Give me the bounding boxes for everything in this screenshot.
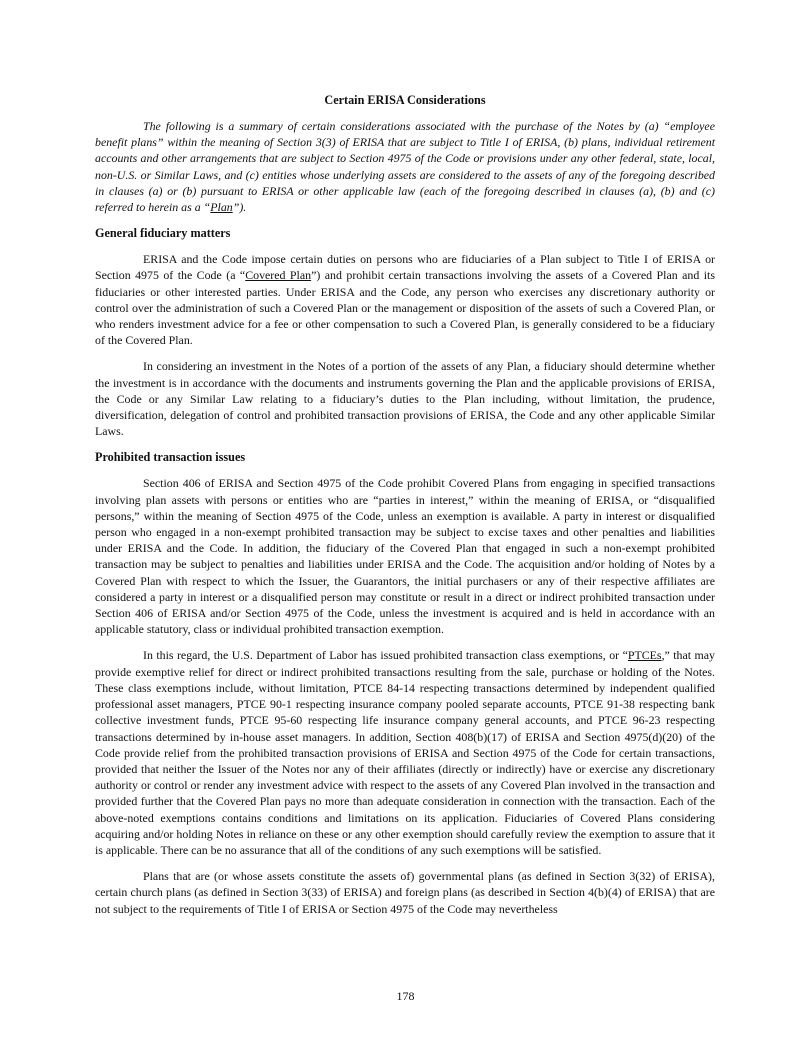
ptce-text-cont: ,” that may provide exemptive relief for direct or indirect prohibited transactions resulting from the sale, purchase or holding of the Notes. These class exemptions include, without limitation, PTCE 84-14 respecting transactions determined by independent qualified professional asset managers, PTCE 90-1 respecting insurance company pooled separate accounts, PTCE 91-38 respecting bank collective investment funds, PTCE 95-60 respecting life insurance company general accounts, and PTCE 96-23 respecting transactions determined by in-house asset managers. In addition, Section 408(b)(17) of ERISA and Section 4975(d)(20) of the Code provide relief from the prohibited transaction provisions of ERISA and Section 4975 of the Code for certain transactions, provided that neither the Issuer of the Notes nor any of their affiliates (directly or indirectly) have or exercise any discretionary authority or control or render any investment advice with respect to the assets of any Covered Plan involved in the transaction and provided further that the Covered Plan pays no more than adequate consideration in connection with the transaction. Each of the above-noted exemptions contains conditions and limitations on its application. Fiduciaries of Covered Plans considering acquiring and/or holding Notes in reliance on these or any other exemption should carefully review the exemption to assure that it is applicable. There can be no assurance that all of the conditions of any such exemptions will be satisfied.: [95, 648, 715, 857]
intro-paragraph: [95, 118, 715, 215]
ptce-text: In this regard, the U.S. Department of Labor has issued prohibited transaction class exemptions, or “: [143, 648, 628, 663]
page-title: Certain ERISA Considerations: [324, 93, 486, 107]
fiduciary-text-cont: ”) and prohibit certain transactions involving the assets of a Covered Plan and its fiduciaries or other interested parties. Under ERISA and the Code, any person who exercises any discretionary authority or control over the administration of such a Covered Plan or the management or disposition of the assets of such a Covered Plan, or who renders investment advice for a fee or other compensation to such a Covered Plan, is generally considered to be a fiduciary of the Covered Plan.: [95, 268, 715, 348]
fiduciary-text: ERISA and the Code impose certain duties on persons who are fiduciaries of a Plan subject to Title I of ERISA or Section 4975 of the Code (a “: [95, 252, 715, 283]
fiduciary-paragraph-2: In considering an investment in the Notes of a portion of the assets of any Plan, a fiduciary should determine whether the investment is in accordance with the documents and instruments governing the Plan and the applicable provisions of ERISA, the Code or any Similar Law relating to a fiduciary’s duties to the Plan including, without limitation, the prudence, diversification, delegation of control and prohibited transaction provisions of ERISA, the Code and any other applicable Similar Laws.: [95, 359, 715, 439]
page-number: 178: [396, 989, 415, 1003]
fiduciary-paragraph-1: [95, 251, 715, 348]
ptces-defined-term: PTCEs: [627, 648, 662, 663]
prohibited-paragraph-3: Plans that are (or whose assets constitute the assets of) governmental plans (as defined in Section 3(32) of ERISA), certain church plans (as defined in Section 3(33) of ERISA) and foreign plans (as described in Section 4(b)(4) of ERISA) that are not subject to the requirements of Title I of ERISA or Section 4975 of the Code may nevertheless: [95, 869, 715, 916]
prohibited-paragraph-1: Section 406 of ERISA and Section 4975 of the Code prohibit Covered Plans from engaging in specified transactions involving plan assets with persons or entities who are “parties in interest,” within the meaning of ERISA, or “disqualified persons,” within the meaning of Section 4975 of the Code, unless an exemption is available. A party in interest or disqualified person who engaged in a non-exempt prohibited transaction may be subject to excise taxes and other penalties and liabilities under ERISA and the Code. In addition, the fiduciary of the Covered Plan that engaged in such a non-exempt prohibited transaction may be subject to penalties and liabilities under ERISA and the Code. The acquisition and/or holding of Notes by a Covered Plan with respect to which the Issuer, the Guarantors, the initial purchasers or any of their respective affiliates are considered a party in interest or a disqualified person may constitute or result in a direct or indirect prohibited transaction under Section 406 of ERISA and/or Section 4975 of the Code, unless the investment is acquired and is held in accordance with an applicable statutory, class or individual prohibited transaction exemption.: [95, 476, 715, 637]
section-heading-general-fiduciary: General fiduciary matters: [95, 226, 231, 241]
covered-plan-defined-term: Covered Plan: [245, 268, 312, 283]
intro-text: The following is a summary of certain considerations associated with the purchase of the Notes by (a) “employee benefit plans” within the meaning of Section 3(3) of ERISA that are subject to Title I of ERISA, (b) plans, individual retirement accounts and other arrangements that are subject to Section 4975 of the Code or provisions under any other federal, state, local, non-U.S. or Similar Laws, and (c) entities whose underlying assets are considered to the assets of any of the foregoing described in clauses (a) or (b) pursuant to ERISA or other applicable law (each of the foregoing described in clauses (a), (b) and (c) referred to herein as a “: [95, 119, 715, 215]
document-page: [95, 92, 715, 927]
plan-defined-term: Plan: [210, 200, 233, 215]
section-heading-prohibited-transaction: Prohibited transaction issues: [95, 450, 246, 465]
intro-text-end: ”).: [232, 200, 247, 215]
prohibited-paragraph-2: [95, 647, 715, 858]
